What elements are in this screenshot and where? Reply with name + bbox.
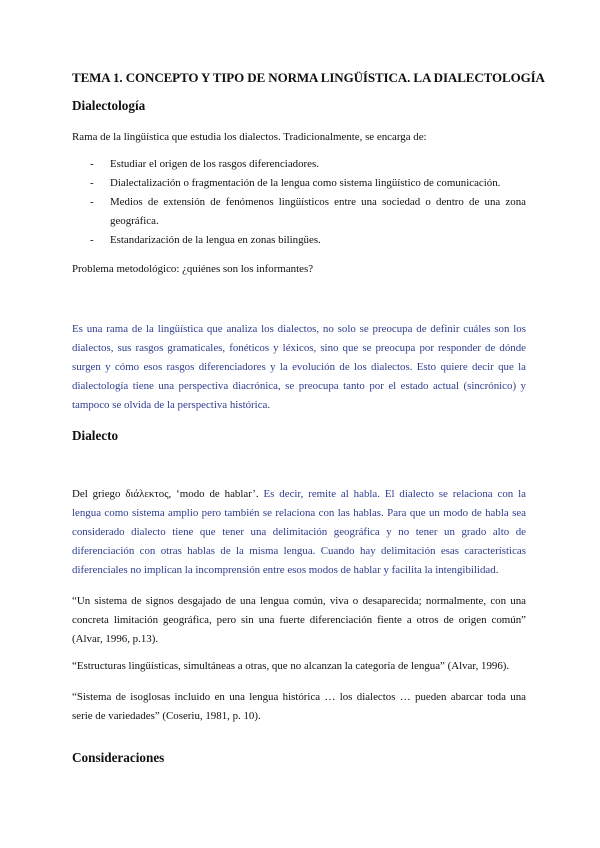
bullet-text: Dialectalización o fragmentación de la lengua como sistema lingüístico de comunicación. xyxy=(110,177,501,189)
paragraph-line: serie de variedades” (Coseriu, 1981, p. 10). xyxy=(72,710,261,722)
origin-paragraph xyxy=(72,485,526,580)
paragraph-line: considerado dialecto tiene que tener una delimitación geográfica y no tener un grado alto de xyxy=(72,526,526,538)
paragraph-line: diferenciales no implican la incomprensión entre esos modos de hablar y facilita la intengibilidad. xyxy=(72,564,499,576)
definition-paragraph xyxy=(72,320,526,415)
list-item xyxy=(72,193,526,231)
document-title: TEMA 1. CONCEPTO Y TIPO DE NORMA LINGÜÍSTICA. LA DIALECTOLOGÍA xyxy=(72,70,545,85)
bullet-marker: - xyxy=(90,234,94,246)
section-heading-consideraciones: Consideraciones xyxy=(72,750,165,765)
bullet-marker: - xyxy=(90,196,94,208)
paragraph-line: “Estructuras lingüísticas, simultáneas a otras, que no alcanzan la categoría de lengua” (Alvar, 1996). xyxy=(72,660,510,672)
section-heading-dialecto: Dialecto xyxy=(72,428,119,443)
quote-alvar-1996 xyxy=(72,657,526,676)
intro-paragraph: Rama de la lingüística que estudia los dialectos. Tradicionalmente, se encarga de: xyxy=(72,131,427,143)
bullet-list xyxy=(72,155,526,250)
list-item xyxy=(72,231,526,250)
quote-coseriu-1981 xyxy=(72,688,526,726)
paragraph-line: tampoco se olvida de la perspectiva histórica. xyxy=(72,399,271,411)
quote-alvar-1996-p13 xyxy=(72,592,526,649)
paragraph-line: “Un sistema de signos desgajado de una lengua común, viva o desaparecida; normalmente, con una xyxy=(72,595,526,607)
bullet-marker: - xyxy=(90,177,94,189)
paragraph-line: Es una rama de la lingüística que analiza los dialectos, no solo se preocupa de definir cuáles son los xyxy=(72,323,526,335)
bullet-text: geográfica. xyxy=(110,215,159,227)
paragraph-line: concreta limitación geográfica, pero sin una fuerte diferenciación fiente a otros de origen común” xyxy=(72,614,526,626)
list-item xyxy=(72,174,526,193)
origin-etymology: Del griego διάλεκτος, ‘modo de hablar’. xyxy=(72,488,259,500)
origin-explanation: Es decir, remite al habla. El dialecto se relaciona con la xyxy=(258,488,526,500)
problem-paragraph: Problema metodológico: ¿quiénes son los informantes? xyxy=(72,263,314,275)
paragraph-line: lengua como sistema amplio pero también se relaciona con las hablas. Para que un modo de habla sea xyxy=(72,507,526,519)
bullet-text: Estudiar el origen de los rasgos diferenciadores. xyxy=(110,158,319,170)
bullet-text: Estandarización de la lengua en zonas bilingües. xyxy=(110,234,321,246)
paragraph-line: surgen y cómo esos rasgos diferenciadores y la evolución de los dialectos. Esto quiere decir que la xyxy=(72,361,526,373)
paragraph-line: “Sistema de isoglosas incluido en una lengua histórica … los dialectos … pueden abarcar toda una xyxy=(72,691,526,703)
section-heading-dialectologia: Dialectología xyxy=(72,98,146,113)
paragraph-line: diferenciación con otras hablas de la misma lengua. Cuando hay delimitación esas características xyxy=(72,545,526,557)
list-item xyxy=(72,155,526,174)
paragraph-line: dialectología tiene una perspectiva diacrónica, se preocupa tanto por el estado actual (sincrónico) y xyxy=(72,380,526,392)
paragraph-line: dialectos, sus rasgos gramaticales, fonéticos y léxicos, sino que se preocupa por responder de dónde xyxy=(72,342,526,354)
paragraph-line: (Alvar, 1996, p.13). xyxy=(72,633,159,645)
bullet-text: Medios de extensión de fenómenos lingüísticos entre una sociedad o dentro de una zona xyxy=(110,196,526,208)
bullet-marker: - xyxy=(90,158,94,170)
paragraph-line xyxy=(72,485,526,504)
